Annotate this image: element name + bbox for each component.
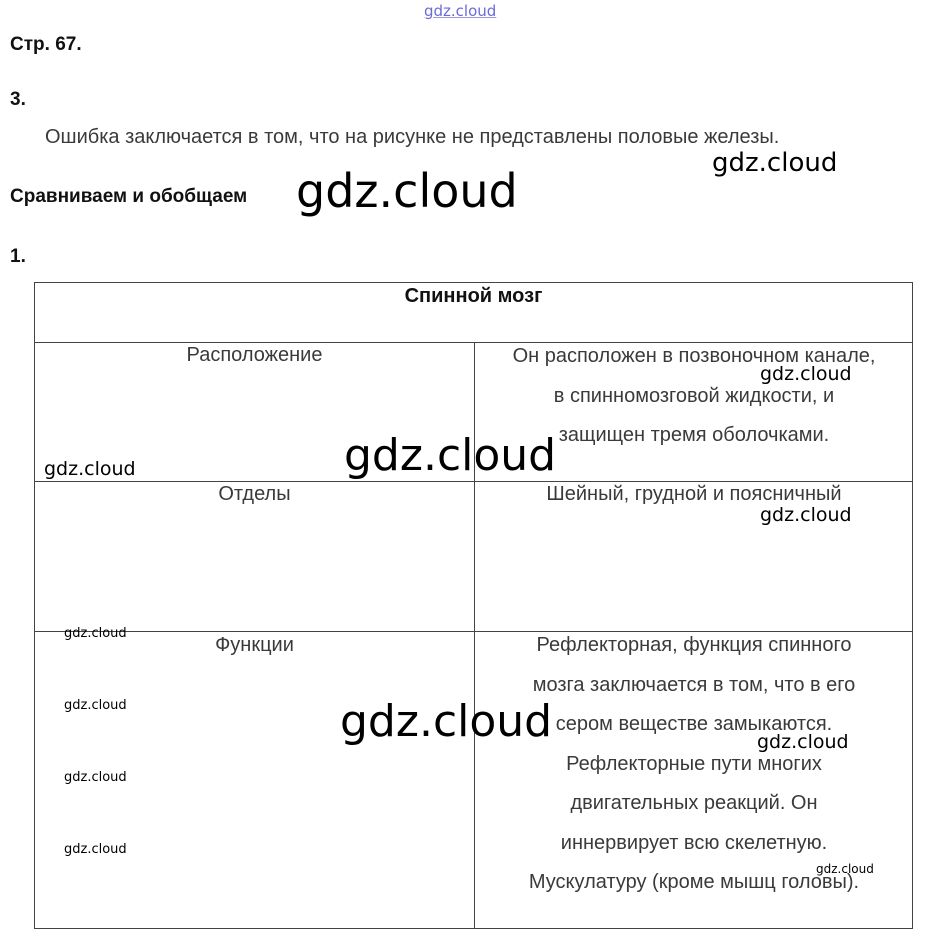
- watermark: gdz.cloud: [816, 862, 874, 876]
- watermark: gdz.cloud: [64, 626, 127, 641]
- task3-text: Ошибка заключается в том, что на рисунке не представлены половые железы.: [45, 126, 780, 148]
- row-label-location: Расположение: [186, 344, 323, 366]
- watermark: gdz.cloud: [64, 842, 127, 857]
- watermark: gdz.cloud: [64, 698, 127, 713]
- value-line: Рефлекторная, функция спинного: [536, 634, 852, 656]
- value-line: Он расположен в позвоночном канале,: [512, 345, 876, 367]
- section-title: Сравниваем и обобщаем: [10, 186, 248, 207]
- table-title: Спинной мозг: [404, 285, 543, 307]
- value-line: мозга заключается в том, что в его: [532, 673, 856, 696]
- value-line: в спинномозговой жидкости, и: [553, 384, 835, 407]
- watermark: gdz.cloud: [44, 458, 136, 480]
- row-label-sections: Отделы: [218, 483, 291, 505]
- value-line: защищен тремя оболочками.: [558, 424, 830, 446]
- task1-number: 1.: [10, 246, 26, 267]
- value-line: Мускулатуру (кроме мышц головы).: [528, 871, 860, 893]
- task3-number: 3.: [10, 89, 26, 110]
- value-line: иннервирует всю скелетную.: [560, 831, 828, 854]
- row-label-functions: Функции: [215, 634, 294, 656]
- watermark: gdz.cloud: [340, 696, 553, 747]
- value-line: Рефлекторные пути многих: [566, 752, 822, 775]
- value-line: сером веществе замыкаются.: [555, 713, 833, 735]
- value-line: Шейный, грудной и поясничный: [546, 483, 842, 505]
- value-line: двигательных реакций. Он: [570, 792, 818, 814]
- watermark: gdz.cloud: [64, 770, 127, 785]
- watermark: gdz.cloud: [760, 504, 852, 526]
- watermark-top[interactable]: gdz.cloud: [424, 2, 497, 20]
- watermark: gdz.cloud: [760, 363, 852, 385]
- watermark: gdz.cloud: [757, 731, 849, 753]
- watermark: gdz.cloud: [344, 430, 557, 481]
- page-label: Стр. 67.: [10, 34, 82, 55]
- watermark: gdz.cloud: [296, 164, 518, 218]
- watermark: gdz.cloud: [712, 148, 838, 178]
